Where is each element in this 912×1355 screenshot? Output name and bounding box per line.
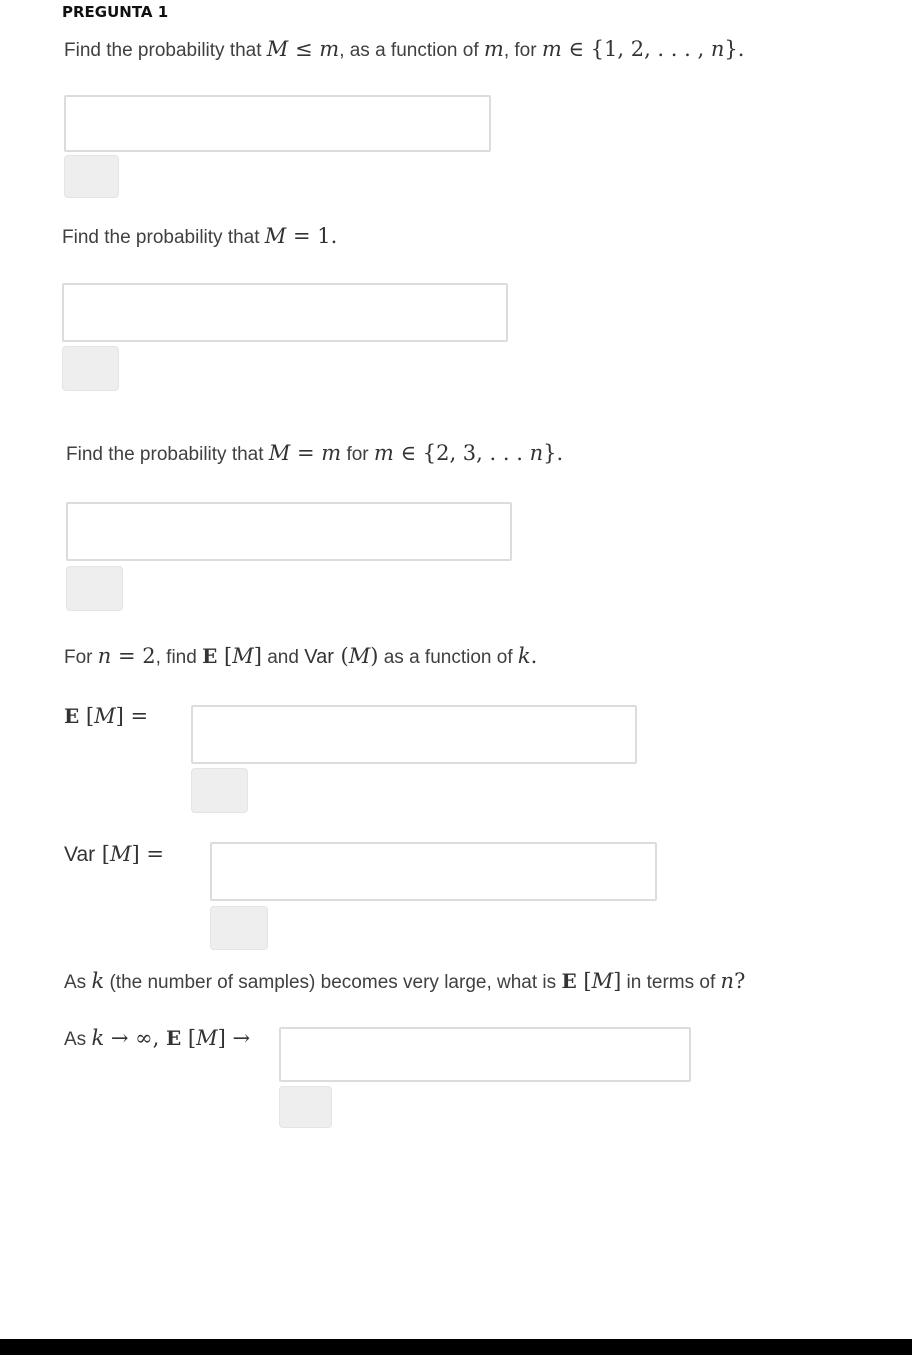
q1-text-3: , for <box>503 40 542 61</box>
q3-text-1: Find the probability that <box>66 444 269 465</box>
limit-math-M: M <box>196 1026 218 1050</box>
q4-math-eq2: = 2 <box>111 644 156 668</box>
question-1-text <box>64 37 744 62</box>
q4-math-k: k <box>517 644 531 668</box>
variance-label <box>64 842 164 867</box>
var-label-lbracket: [ <box>95 842 110 866</box>
q2-math-M: M <box>264 224 287 248</box>
q1-math-leq: ≤ <box>288 37 320 61</box>
question-2-text <box>62 224 337 249</box>
q1-math-m: m <box>319 37 340 61</box>
q3-math-n: n <box>529 441 544 465</box>
limit-math-to-inf: → ∞, <box>104 1026 166 1050</box>
answer-2-input[interactable] <box>62 283 508 342</box>
q5-math-lbracket: [ <box>576 969 592 993</box>
limit-math-k: k <box>91 1026 105 1050</box>
q1-math-close: }. <box>724 37 745 61</box>
check-button-limit[interactable] <box>279 1086 332 1128</box>
limit-math-lbracket: [ <box>181 1026 197 1050</box>
q4-math-n: n <box>97 644 112 668</box>
check-button-expectation[interactable] <box>191 768 248 813</box>
expectation-input[interactable] <box>191 705 637 764</box>
e-label-rbracket-eq: ] = <box>115 704 149 728</box>
q5-math-rbracket: ] <box>613 969 622 993</box>
limit-label <box>64 1026 250 1051</box>
q5-text-3: in terms of <box>621 972 721 993</box>
e-label-lbracket: [ <box>79 704 95 728</box>
q3-text-2: for <box>341 444 374 465</box>
q4-math-lbracket: [ <box>217 644 233 668</box>
q2-text-1: Find the probability that <box>62 227 265 248</box>
q5-text-1: As <box>64 972 92 993</box>
q3-math-set: ∈ {2, 3, . . . <box>393 441 530 465</box>
q5-math-M: M <box>591 969 614 993</box>
q1-text-1: Find the probability that <box>64 40 267 61</box>
expectation-label <box>64 704 148 729</box>
q4-text-1: For <box>64 647 98 668</box>
q4-math-rparen: ) <box>370 644 379 668</box>
q4-text-2: , find <box>155 647 203 668</box>
q5-math-n: n <box>720 969 735 993</box>
q4-text-3: and <box>261 647 305 668</box>
answer-3-input[interactable] <box>66 502 512 561</box>
q4-text-4: as a function of <box>378 647 518 668</box>
answer-1-input[interactable] <box>64 95 491 152</box>
limit-input[interactable] <box>279 1027 691 1082</box>
q5-math-E: E <box>561 969 577 993</box>
limit-text-1: As <box>64 1029 92 1050</box>
check-button-1[interactable] <box>64 155 119 198</box>
e-label-M: M <box>94 704 116 728</box>
bottom-bar <box>0 1339 912 1355</box>
q5-text-2: (the number of samples) becomes very large, what is <box>104 972 562 993</box>
q5-math-k: k <box>91 969 105 993</box>
variance-input[interactable] <box>210 842 657 901</box>
q1-math-m2: m <box>483 37 504 61</box>
check-button-3[interactable] <box>66 566 123 611</box>
q5-math-question: ? <box>734 969 746 993</box>
var-label-rbracket-eq: ] = <box>131 842 164 866</box>
q1-math-set: ∈ {1, 2, . . . , <box>561 37 711 61</box>
question-4-text <box>64 644 537 669</box>
q1-math-M: M <box>266 37 289 61</box>
check-button-variance[interactable] <box>210 906 268 950</box>
q1-math-n: n <box>710 37 725 61</box>
var-label-word: Var <box>64 843 96 866</box>
q3-math-eq: = <box>290 441 322 465</box>
limit-math-arrow: ] → <box>217 1026 251 1050</box>
limit-math-E: E <box>165 1026 182 1050</box>
q4-math-lparen: ( <box>333 644 349 668</box>
q3-math-m: m <box>321 441 342 465</box>
check-button-2[interactable] <box>62 346 119 391</box>
q4-math-M: M <box>232 644 254 668</box>
q4-math-M2: M <box>348 644 371 668</box>
question-5-text <box>64 969 745 994</box>
var-label-M: M <box>110 842 132 866</box>
q3-math-m2: m <box>373 441 394 465</box>
e-label-E: E <box>64 704 80 728</box>
q4-math-rbracket: ] <box>253 644 262 668</box>
q1-math-m3: m <box>541 37 562 61</box>
q1-text-2: , as a function of <box>339 40 484 61</box>
q4-var-word: Var <box>304 646 334 668</box>
q3-math-close: }. <box>543 441 564 465</box>
q4-math-period: . <box>530 644 538 668</box>
question-3-text <box>66 441 563 466</box>
q4-math-E: E <box>202 644 218 668</box>
question-heading: PREGUNTA 1 <box>62 3 169 21</box>
q2-math-eq: = 1. <box>286 224 338 248</box>
q3-math-M: M <box>268 441 291 465</box>
